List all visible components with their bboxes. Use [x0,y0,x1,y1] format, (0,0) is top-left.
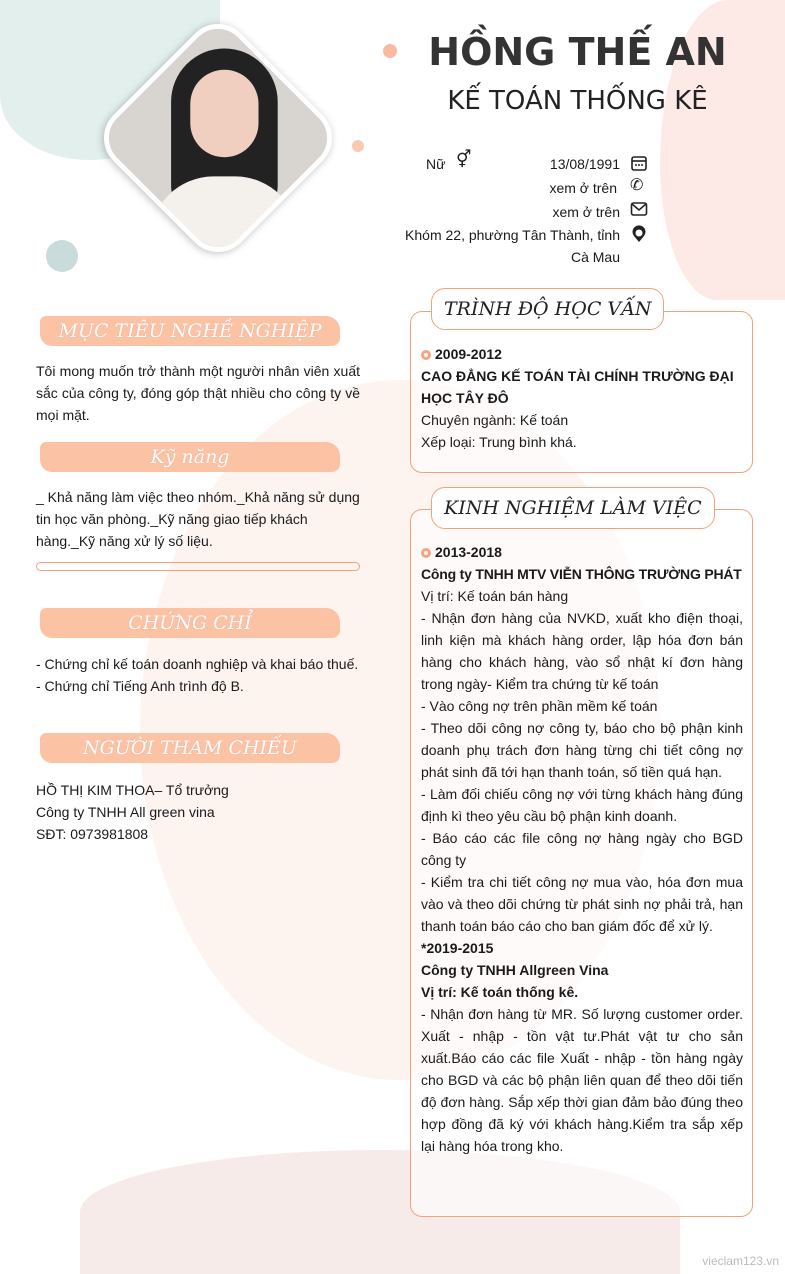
references-list: HỒ THỊ KIM THOA– Tổ trưởng Công ty TNHH All green vina SĐT: 0973981808 [36,782,229,842]
bg-dot [46,240,78,272]
calendar-icon [630,154,648,172]
objective-text: Tôi mong muốn trở thành một người nhân viên xuất sắc của công ty, đóng góp thật nhiều cho công ty về mọi mặt. [36,363,360,423]
birthday: 13/08/1991 [549,156,620,172]
skills-heading: Kỹ năng [40,442,340,472]
certificates-heading: CHỨNG CHỈ [40,608,340,638]
experience-content: 2013-2018 Công ty TNHH MTV VIỄN THÔNG TRƯỜNG PHÁT Vị trí: Kế toán bán hàng - Nhận đơn hàng của NVKD, xuất kho điện thoại, linh kiện mà khách hàng order, lập hóa đơn bán hàng cho khách hàng, vào sổ nhật kí đơn hàng trong ngày- Kiểm tra chứng từ kế toán - Vào công nợ trên phần mềm kế toán - Theo dõi công nợ công ty, báo cho bộ phận kinh doanh phụ trách đơn hàng từng chi tiết công nợ phát sinh đã tới hạn thanh toán, số tiền quá hạn. - Làm đối chiếu công nợ với từng khách hàng đúng định kì theo yêu cầu bộ phận kinh doanh. - Báo cáo các file công nợ hàng ngày cho BGD công ty - Kiểm tra chi tiết công nợ mua vào, hóa đơn mua vào và theo dõi chứng từ phát sinh nợ phải trả, hạn thanh toán báo cáo cho ban giám đốc để xử lý. *2019-2015 Công ty TNHH Allgreen Vina Vị trí: Kế toán thống kê. - Nhận đơn hàng từ MR. Số lượng customer order. Xuất - nhập - tồn vật tư.Phát vật tư cho sản xuất.Báo cáo các file Xuất - nhập - tồn hàng ngày cho BGD và các bộ phận liên quan để theo dõi tiến độ đơn hàng. Sắp xếp thời gian đảm bảo đúng theo hợp đồng đã ký với khách hàng.Kiểm tra sắp xếp lại hàng hóa trong kho. [421,544,743,1154]
candidate-name: HỒNG THẾ AN [428,30,727,74]
mail-icon [630,200,648,218]
phone: xem ở trên [549,180,617,196]
certificate-item: - Chứng chỉ kế toán doanh nghiệp và khai báo thuế. [36,656,359,672]
location-icon [630,225,648,243]
bullet-icon [421,350,431,360]
email: xem ở trên [552,204,620,220]
address: Khóm 22, phường Tân Thành, tỉnh Cà Mau [405,227,620,265]
watermark: vieclam123.vn [702,1254,779,1268]
bg-dot [352,140,364,152]
gender: Nữ [426,156,446,172]
education-content: 2009-2012 CAO ĐẲNG KẾ TOÁN TÀI CHÍNH TRƯỜNG ĐẠI HỌC TÂY ĐÔ Chuyên ngành: Kế toán Xếp loại: Trung bình khá. [421,346,734,450]
bullet-icon [421,548,431,558]
bg-dot [383,44,397,58]
phone-icon: ✆ [630,177,644,194]
references-heading: NGƯỜI THAM CHIẾU [40,733,340,763]
skill-bar [36,562,360,571]
certificate-item: - Chứng chỉ Tiếng Anh trình độ B. [36,678,244,694]
objective-heading: MỤC TIÊU NGHỀ NGHIỆP [40,316,340,346]
gender-icon: ⚥ [456,150,472,169]
skills-text: _ Khả năng làm việc theo nhóm._Khả năng sử dụng tin học văn phòng._Kỹ năng giao tiếp khách hàng._Kỹ năng xử lý số liệu. [36,489,360,549]
experience-heading: KINH NGHIỆM LÀM VIỆC [431,487,715,529]
certificates-list [36,653,360,697]
education-heading: TRÌNH ĐỘ HỌC VẤN [431,288,664,330]
job-title: KẾ TOÁN THỐNG KÊ [447,86,708,116]
